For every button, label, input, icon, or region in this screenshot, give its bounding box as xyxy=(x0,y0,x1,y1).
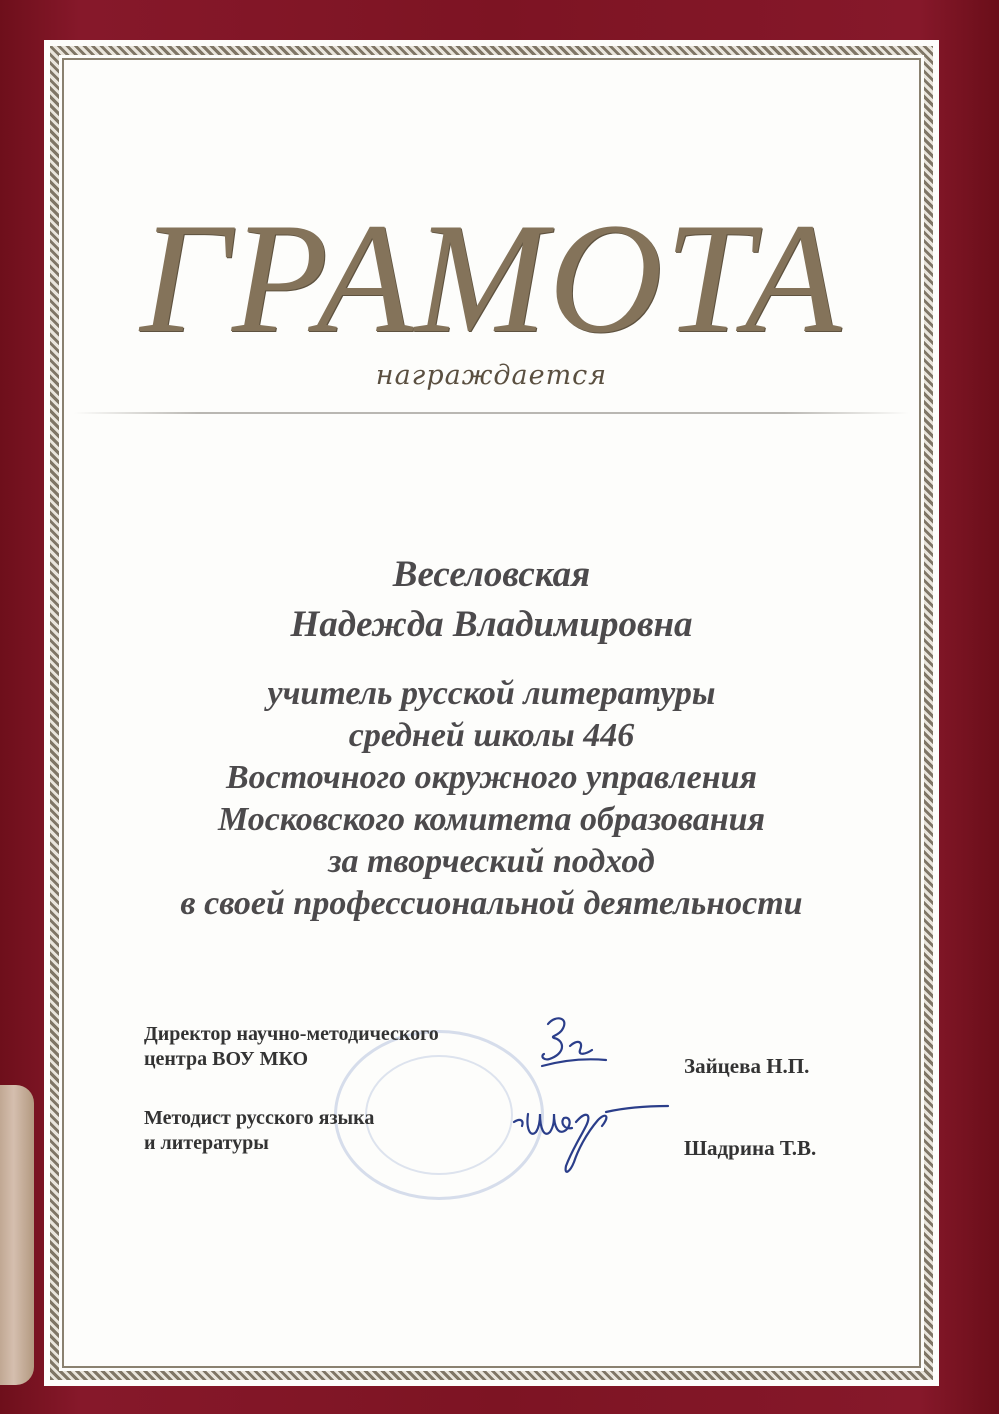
signatory-2-position-line: и литературы xyxy=(144,1132,269,1154)
description-line: средней школы 446 xyxy=(348,717,635,754)
cover-binding xyxy=(0,1085,34,1385)
description-line: Восточного окружного управления xyxy=(225,759,758,796)
signatory-2-name: Шадрина Т.В. xyxy=(684,1136,817,1160)
divider-rule xyxy=(74,412,909,414)
recipient-given-names: Надежда Владимировна xyxy=(290,604,693,645)
certificate-subtitle: награждается xyxy=(375,360,608,391)
signatory-2-position xyxy=(144,1106,374,1156)
signatory-1-position-line: центра ВОУ МКО xyxy=(144,1048,309,1070)
description-line: за творческий подход xyxy=(328,843,655,880)
certificate-title: ГРАМОТА xyxy=(139,191,844,366)
signatory-1-name: Зайцева Н.П. xyxy=(684,1054,810,1078)
description-line: в своей профессиональной деятельности xyxy=(180,885,803,922)
signature-1 xyxy=(534,1010,614,1075)
signatory-1-position xyxy=(144,1022,439,1072)
recipient-name xyxy=(44,550,939,650)
certificate-sheet xyxy=(44,40,939,1386)
signatory-2-position-line: Методист русского языка xyxy=(144,1107,375,1129)
recipient-surname: Веселовская xyxy=(392,554,591,595)
award-description xyxy=(44,673,939,925)
description-line: Московского комитета образования xyxy=(217,801,766,838)
description-line: учитель русской литературы xyxy=(267,675,716,712)
signature-2 xyxy=(506,1092,676,1192)
signatory-1-position-line: Директор научно-методического xyxy=(144,1023,439,1045)
